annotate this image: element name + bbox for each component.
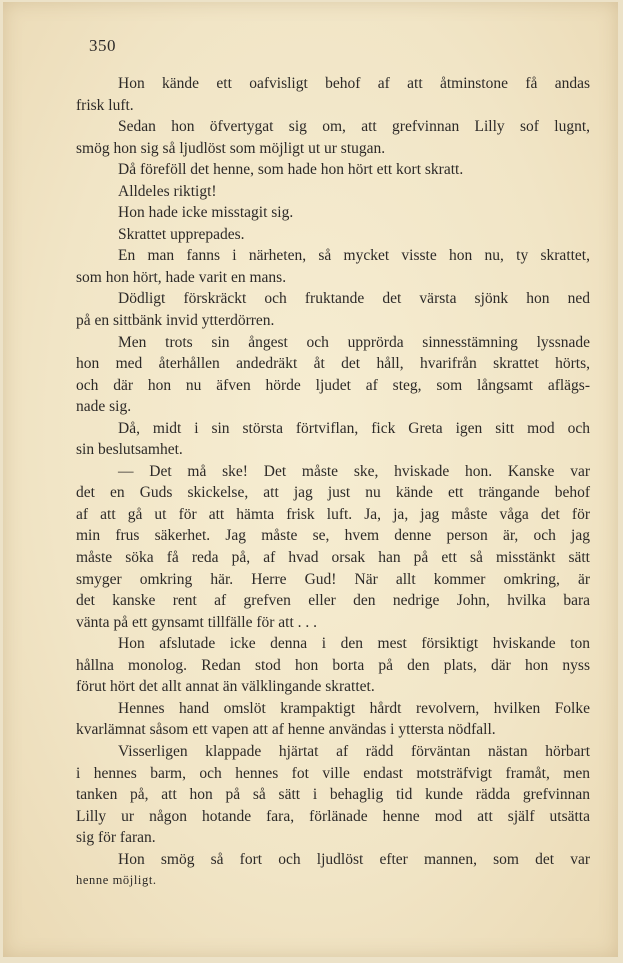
text-line: tanken på, att hon på så sätt i behaglig tid kunde rädda grefvinnan	[76, 786, 590, 804]
text-line: sin beslutsamhet.	[76, 441, 183, 459]
text-line: Men trots sin ångest och upprörda sinnesstämning lyssnade	[118, 333, 590, 351]
body-text	[76, 73, 590, 892]
text-line: hållna monolog. Redan stod hon borta på den plats, där hon nyss	[76, 656, 590, 674]
continuation-line: henne möjligt.	[76, 873, 157, 888]
text-line: på en sittbänk invid ytterdörren.	[76, 312, 275, 330]
text-line: Hon afslutade icke denna i den mest försiktigt hviskande ton	[118, 635, 590, 653]
text-line: hon med återhållen andedräkt åt det håll, hvarifrån skrattet hörts,	[76, 355, 590, 373]
text-line: Lilly ur någon hotande fara, förlänade henne mod att själf utsätta	[76, 807, 590, 825]
text-line: — Det må ske! Det måste ske, hviskade hon. Kanske var	[118, 462, 590, 480]
text-line: kvarlämnat såsom ett vapen att af henne användas i yttersta nödfall.	[76, 721, 496, 739]
text-line: Visserligen klappade hjärtat af rädd förväntan nästan hörbart	[118, 742, 590, 760]
text-line: smyger omkring här. Herre Gud! När allt kommer omkring, är	[76, 570, 590, 588]
text-line: Då, midt i sin största förtviflan, fick Greta igen sitt mod och	[118, 419, 590, 437]
text-line: Dödligt förskräckt och fruktande det värsta sjönk hon ned	[118, 290, 590, 308]
text-line: smög hon sig så ljudlöst som möjligt ut ur stugan.	[76, 139, 386, 157]
page-number: 350	[89, 36, 116, 55]
text-line: i hennes barm, och hennes fot ville endast motsträfvigt framåt, men	[76, 764, 590, 782]
text-line: Hon hade icke misstagit sig.	[118, 204, 294, 222]
text-line: af att gå ut för att hämta frisk luft. Ja, ja, jag måste våga det för	[76, 505, 590, 523]
text-line: och där hon nu äfven hörde ljudet af steg, som långsamt aflägs-	[76, 376, 590, 394]
text-line: nade sig.	[76, 398, 132, 416]
text-line: förut hört det allt annat än välklingande skrattet.	[76, 678, 375, 696]
text-line: Sedan hon öfvertygat sig om, att grefvinnan Lilly sof lugnt,	[118, 118, 590, 136]
text-line: vänta på ett gynsamt tillfälle för att . . .	[76, 613, 318, 631]
text-line: Hon smög så fort och ljudlöst efter mannen, som det var	[118, 850, 590, 868]
book-page	[3, 2, 618, 957]
text-line: måste söka få reda på, af hvad orsak han på ett så misstänkt sätt	[76, 549, 590, 567]
text-line: som hon hört, hade varit en mans.	[76, 268, 287, 286]
text-line: En man fanns i närheten, så mycket visste hon nu, ty skrattet,	[118, 247, 590, 265]
text-line: sig för faran.	[76, 829, 156, 847]
text-line: Skrattet upprepades.	[118, 225, 245, 243]
text-line: det kanske rent af grefven eller den nedrige John, hvilka bara	[76, 592, 590, 610]
text-line: Alldeles riktigt!	[118, 182, 217, 200]
text-line: frisk luft.	[76, 96, 134, 114]
text-line: Hennes hand omslöt krampaktigt hårdt revolvern, hvilken Folke	[118, 699, 590, 717]
text-line: Hon kände ett oafvisligt behof af att åtminstone få andas	[118, 75, 590, 92]
text-line: det en Guds skickelse, att jag just nu kände ett trängande behof	[76, 484, 590, 502]
text-line: Då föreföll det henne, som hade hon hört ett kort skratt.	[118, 161, 464, 179]
text-line: min frus säkerhet. Jag måste se, hvem denne person är, och jag	[76, 527, 590, 545]
